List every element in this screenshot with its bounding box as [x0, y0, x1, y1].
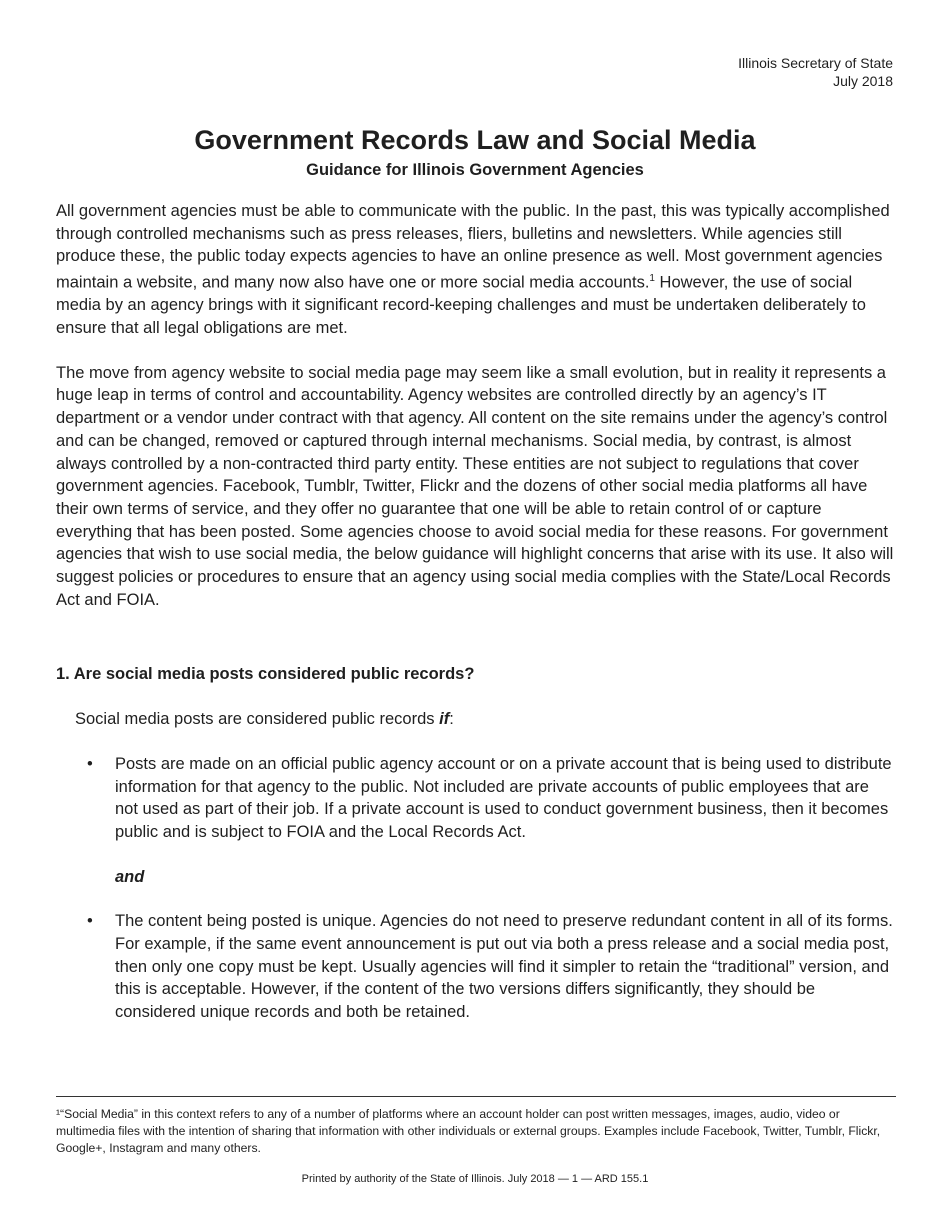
section-1-lead-text: Social media posts are considered public records [75, 710, 440, 729]
page-title: Government Records Law and Social Media [194, 125, 756, 155]
bullet-1-text: Posts are made on an official public agency account or on a private account that is being used to distribute information for that agency to the public. Not included are private accounts of public employees that are not used as part of their job. If a private account is used to conduct government business, then it becomes public and is subject to FOIA and the Local Records Act. [115, 754, 892, 841]
intro-p1-text: All government agencies must be able to communicate with the public. In the past, this was typically accomplished through controlled mechanisms such as press releases, fliers, bulletins and newsletters. While agencies still produce these, the public today expects agencies to have an online presence as well. Most government agencies maintain a website, and many now also have one or more social media accounts. [56, 202, 890, 292]
header-agency: Illinois Secretary of State [738, 55, 893, 71]
page-subtitle: Guidance for Illinois Government Agencies [306, 161, 644, 179]
bullet-2-text: The content being posted is unique. Agencies do not need to preserve redundant content in all of its forms. For example, if the same event announcement is put out via both a press release and a social media post, then only one copy must be kept. Usually agencies will find it simpler to retain the “traditional” version, and this is acceptable. However, if the content of the two versions differs significantly, they should be considered unique records and both be retained. [115, 912, 893, 1022]
section-1-heading: 1. Are social media posts considered public records? [56, 665, 475, 684]
connector-and: and [115, 867, 145, 886]
intro-p1-continued: However, the use of social media by an agency brings with it significant record-keeping challenges and must be undertaken deliberately to ensure that all legal obligations are met. [56, 273, 866, 338]
bullet-icon: • [87, 912, 93, 931]
document-header [738, 54, 893, 90]
section-1-lead-emphasis: if [439, 710, 450, 729]
footnote-reference: 1 [649, 273, 655, 285]
criteria-list-2 [56, 910, 896, 1024]
footnote-divider [56, 1096, 896, 1097]
header-date: July 2018 [833, 73, 893, 89]
intro-paragraph-2: The move from agency website to social media page may seem like a small evolution, but in reality it represents a huge leap in terms of control and accountability. Agency websites are controlled directly by an agency’s IT department or a vendor under contract with that agency. All content on the site remains under the agency’s control and can be changed, removed or captured through internal mechanisms. Social media, by contrast, is almost always controlled by a non-contracted third party entity. These entities are not subject to regulations that cover government agencies. Facebook, Tumblr, Twitter, Flickr and the dozens of other social media platforms all have their own terms of service, and they offer no guarantee that one will be able to retain control of or capture everything that has been posted. Some agencies choose to avoid social media for these reasons. For government agencies that wish to use social media, the below guidance will highlight concerns that arise with its use. It also will suggest policies or procedures to ensure that an agency using social media complies with the State/Local Records Act and FOIA. [56, 363, 894, 609]
page-footer: Printed by authority of the State of Illinois. July 2018 — 1 — ARD 155.1 [301, 1173, 649, 1185]
section-1-lead-end: : [449, 710, 454, 729]
criteria-list [56, 753, 896, 844]
bullet-icon: • [87, 754, 93, 773]
footnote: ¹“Social Media” in this context refers to any of a number of platforms where an account holder can post written messages, images, audio, video or multimedia files with the intention of sharing that information with other individuals or external groups. Examples include Facebook, Twitter, Tumblr, Flickr, Google+, Instagram and many others. [56, 1107, 881, 1155]
list-item [56, 910, 896, 1024]
intro-paragraph-1 [56, 200, 896, 340]
document-body [56, 200, 896, 1024]
list-item [56, 753, 896, 844]
section-1-lead [75, 708, 896, 731]
